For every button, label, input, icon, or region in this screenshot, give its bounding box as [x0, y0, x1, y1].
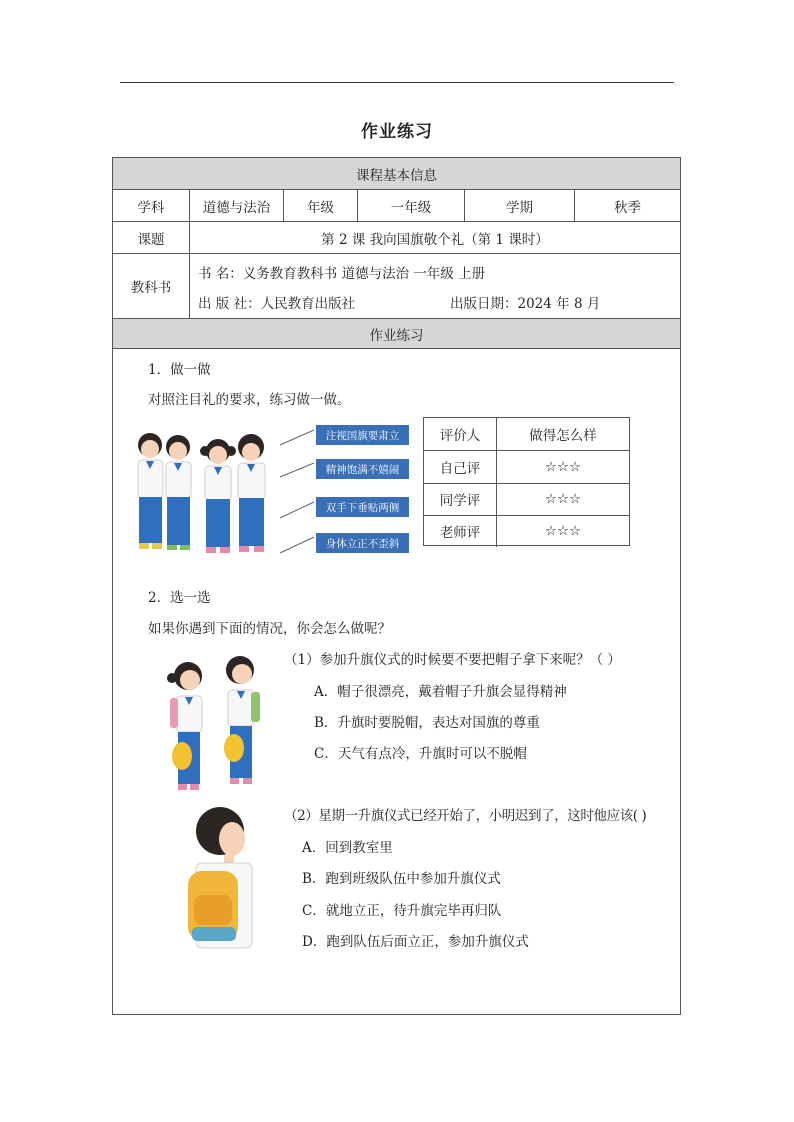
- connector-lines: [278, 425, 318, 555]
- requirement-label-2: 精神饱满不嬉闹: [316, 459, 409, 479]
- eval-who: 同学评: [424, 483, 497, 515]
- page-title: 作业练习: [361, 122, 433, 142]
- eval-row: [424, 483, 629, 516]
- grade-value: 一年级: [390, 199, 432, 216]
- eval-header-result: 做得怎么样: [529, 428, 597, 444]
- eval-who: 老师评: [424, 515, 497, 547]
- q2-1-option-a[interactable]: A．帽子很漂亮，戴着帽子升旗会显得精神: [314, 684, 567, 700]
- q2-2-option-b[interactable]: B．跑到班级队伍中参加升旗仪式: [302, 871, 501, 887]
- q2-1-stem: （1）参加升旗仪式的时候要不要把帽子拿下来呢？（ ）: [284, 652, 621, 668]
- eval-row: [424, 451, 629, 484]
- term-label: 学期: [506, 199, 533, 216]
- rule: [112, 348, 681, 349]
- q2-title: 2．选一选: [148, 590, 211, 606]
- requirement-label-4: 身体立正不歪斜: [316, 533, 409, 553]
- q1-title: 1．做一做: [148, 362, 211, 378]
- info-header: 课程基本信息: [356, 167, 437, 184]
- requirement-label-3: 双手下垂贴两侧: [316, 497, 409, 517]
- q2-2-stem: （2）星期一升旗仪式已经开始了，小明迟到了，这时他应该( ): [284, 808, 647, 824]
- q2-2-option-d[interactable]: D．跑到队伍后面立正，参加升旗仪式: [302, 934, 529, 950]
- star-rating[interactable]: ☆☆☆: [544, 523, 582, 539]
- q2-1-option-b[interactable]: B．升旗时要脱帽，表达对国旗的尊重: [314, 715, 540, 731]
- evaluation-table: [423, 417, 630, 546]
- term-value: 秋季: [614, 199, 641, 216]
- header-rule: [120, 82, 674, 83]
- boy-with-backpack-illustration: [182, 805, 262, 950]
- subject-value: 道德与法治: [202, 199, 271, 216]
- q2-1-option-c[interactable]: C．天气有点冷，升旗时可以不脱帽: [314, 746, 527, 762]
- textbook-name: 书 名：义务教育教科书 道德与法治 一年级 上册: [198, 266, 486, 282]
- q2-2-option-c[interactable]: C．就地立正，待升旗完毕再归队: [302, 903, 502, 919]
- star-rating[interactable]: ☆☆☆: [544, 491, 582, 507]
- q1-description: 对照注目礼的要求，练习做一做。: [148, 392, 351, 408]
- subject-label: 学科: [137, 199, 165, 216]
- exercise-header: 作业练习: [369, 327, 424, 344]
- q2-description: 如果你遇到下面的情况，你会怎么做呢？: [148, 621, 391, 637]
- eval-row: [424, 515, 629, 547]
- topic-label: 课题: [137, 231, 165, 248]
- eval-header-row: [424, 418, 629, 451]
- publish-date: 出版日期：2024 年 8 月: [450, 296, 601, 312]
- topic-value: 第 2 课 我向国旗敬个礼（第 1 课时）: [321, 231, 549, 248]
- eval-who: 自己评: [424, 451, 497, 483]
- four-students-illustration: [128, 425, 278, 560]
- star-rating[interactable]: ☆☆☆: [544, 459, 582, 475]
- textbook-label: 教科书: [130, 280, 172, 296]
- rule: [112, 253, 681, 254]
- requirement-label-1: 注视国旗要肃立: [316, 425, 409, 445]
- q2-2-option-a[interactable]: A．回到教室里: [302, 840, 393, 856]
- eval-header-who: 评价人: [424, 418, 497, 450]
- publisher: 出 版 社：人民教育出版社: [198, 296, 356, 312]
- grade-label: 年级: [307, 199, 334, 216]
- students-holding-hats-illustration: [160, 652, 270, 797]
